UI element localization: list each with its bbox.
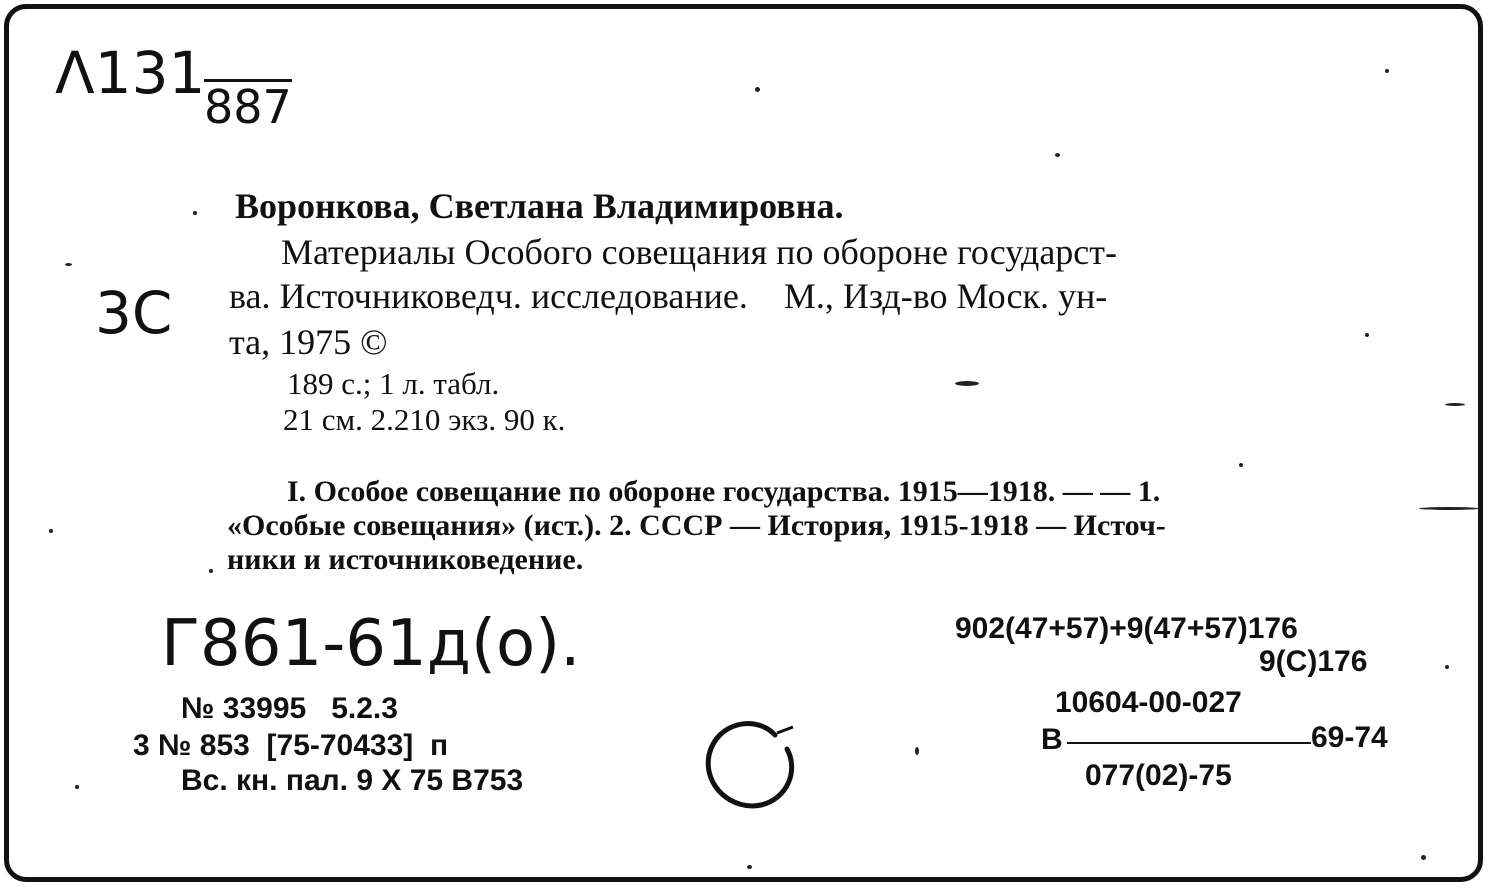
catalog-card bbox=[4, 4, 1483, 882]
imprint-line-2: 3 № 853 [75-70433] п bbox=[133, 729, 449, 762]
udc-line-2: 9(С)176 bbox=[1259, 645, 1368, 678]
udc-line-1: 902(47+57)+9(47+57)176 bbox=[955, 612, 1298, 645]
handwritten-call-fraction: 887 bbox=[204, 80, 292, 134]
handwritten-call-number bbox=[55, 39, 205, 107]
title-line-1: Материалы Особого совещания по обороне государст- bbox=[281, 232, 1117, 272]
handwritten-catalog-mark: Г861-61д(o). bbox=[161, 607, 581, 681]
imprint-line-3: Вс. кн. пал. 9 Х 75 В753 bbox=[181, 764, 524, 797]
title-line-3: та, 1975 © bbox=[229, 322, 388, 362]
author-heading: Воронкова, Светлана Владимировна. bbox=[235, 186, 844, 226]
subject-line-1: I. Особое совещание по обороне государства. 1915—1918. — — 1. bbox=[287, 475, 1161, 508]
price-letter: В bbox=[1041, 723, 1063, 756]
physical-description-2: 21 см. 2.210 экз. 90 к. bbox=[283, 402, 566, 437]
handwritten-shelf-mark: 3C bbox=[95, 279, 173, 347]
imprint-line-1: № 33995 5.2.3 bbox=[181, 692, 398, 725]
price-suffix: 69-74 bbox=[1311, 721, 1388, 754]
subject-line-2: «Особые совещания» (ист.). 2. СССР — История, 1915-1918 — Источ- bbox=[227, 509, 1166, 542]
circle-stamp-icon bbox=[697, 709, 807, 819]
physical-description-1: 189 с.; 1 л. табл. bbox=[287, 366, 500, 401]
call-number-prefix: Λ131 bbox=[55, 39, 206, 107]
price-fraction-rule bbox=[1067, 742, 1311, 744]
title-line-2: ва. Источниковедч. исследование. М., Изд-во Моск. ун- bbox=[229, 276, 1108, 316]
subject-line-3: ники и источниковедение. bbox=[227, 543, 584, 576]
price-denominator: 077(02)-75 bbox=[1085, 759, 1232, 792]
price-numerator: 10604-00-027 bbox=[1055, 686, 1242, 719]
